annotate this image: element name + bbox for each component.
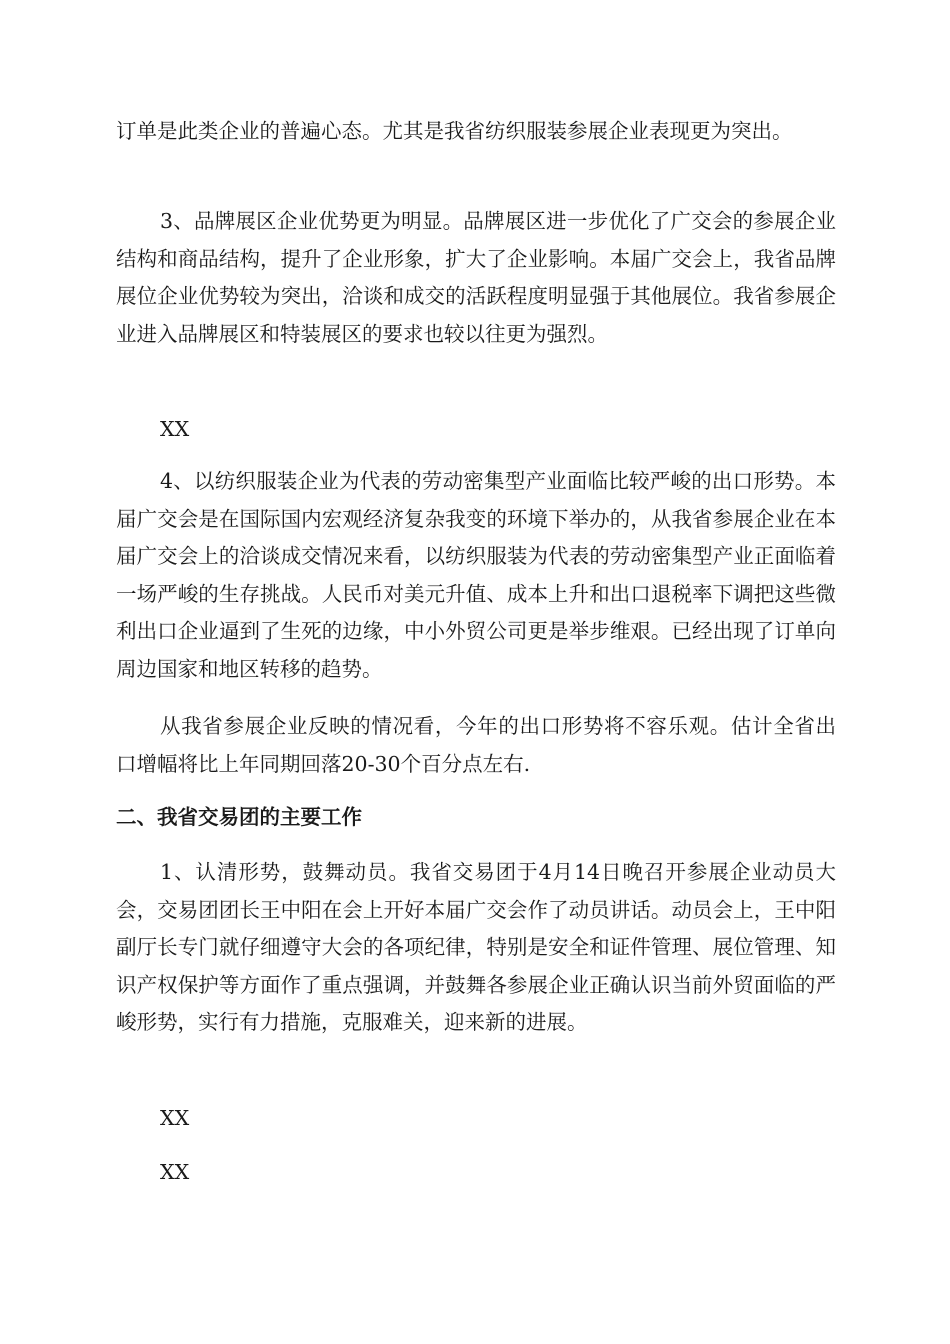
paragraph-continuation: 订单是此类企业的普遍心态。尤其是我省纺织服装参展企业表现更为突出。	[116, 119, 793, 143]
section-heading: 二、我省交易团的主要工作	[116, 805, 362, 829]
placeholder-text: XX	[160, 1106, 190, 1130]
paragraph-brand-exhibition: 3、品牌展区企业优势更为明显。品牌展区进一步优化了广交会的参展企业结构和商品结构，提升了企业形象，扩大了企业影响。本届广交会上，我省品牌展位企业优势较为突出，洽谈和成交的活跃程度明显强于其他展位。我省参展企业进入品牌展区和特装展区的要求也较以往更为强烈。	[116, 209, 836, 346]
paragraph-mobilization: 1、认清形势，鼓舞动员。我省交易团于4月14日晚召开参展企业动员大会，交易团团长王中阳在会上开好本届广交会作了动员讲话。动员会上，王中阳副厅长专门就仔细遵守大会的各项纪律，特别是安全和证件管理、展位管理、知识产权保护等方面作了重点强调，并鼓舞各参展企业正确认识当前外贸面临的严峻形势，实行有力措施，克服难关，迎来新的进展。	[116, 860, 836, 1034]
paragraph-labor-intensive: 4、以纺织服装企业为代表的劳动密集型产业面临比较严峻的出口形势。本届广交会是在国际国内宏观经济复杂我变的环境下举办的，从我省参展企业在本届广交会上的洽谈成交情况来看，以纺织服装为代表的劳动密集型产业正面临着一场严峻的生存挑战。人民币对美元升值、成本上升和出口退税率下调把这些微利出口企业逼到了生死的边缘，中小外贸公司更是举步维艰。已经出现了订单向周边国家和地区转移的趋势。	[116, 469, 836, 681]
paragraph-export-outlook: 从我省参展企业反映的情况看，今年的出口形势将不容乐观。估计全省出口增幅将比上年同期回落20-30个百分点左右.	[116, 714, 836, 776]
placeholder-text: XX	[160, 1160, 190, 1184]
placeholder-text: XX	[160, 417, 190, 441]
